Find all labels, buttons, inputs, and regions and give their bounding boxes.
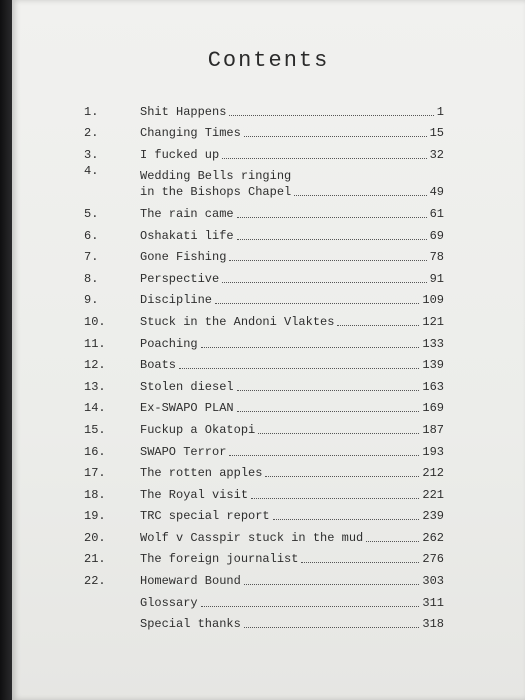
toc-entry [140, 147, 444, 163]
toc-entry [140, 465, 444, 481]
toc-row [84, 438, 444, 460]
dot-leader [237, 239, 427, 240]
chapter-number: 3. [84, 147, 99, 162]
dot-leader [258, 433, 419, 434]
chapter-number: 10. [84, 314, 106, 329]
chapter-number: 17. [84, 466, 106, 481]
chapter-title: Special thanks [140, 617, 241, 632]
toc-row [84, 222, 444, 244]
dot-leader [301, 562, 419, 563]
toc-entry [140, 616, 444, 632]
chapter-title: SWAPO Terror [140, 444, 227, 459]
toc-entry [140, 444, 444, 460]
chapter-number: 21. [84, 552, 106, 567]
page-number: 49 [429, 185, 444, 200]
dot-leader [237, 217, 427, 218]
dot-leader [337, 325, 419, 326]
chapter-number: 13. [84, 379, 106, 394]
chapter-title: Ex-SWAPO PLAN [140, 401, 234, 416]
dot-leader [229, 260, 426, 261]
toc-row [84, 503, 444, 525]
page-number: 78 [429, 250, 444, 265]
page-number: 32 [429, 147, 444, 162]
chapter-number: 20. [84, 530, 106, 545]
page-number: 15 [429, 126, 444, 141]
toc-row [84, 481, 444, 503]
background-edge [0, 0, 12, 700]
page-number: 262 [422, 530, 444, 545]
chapter-title: Wedding Bells ringing in the Bishops Chapel [140, 169, 292, 200]
chapter-title: Homeward Bound [140, 574, 241, 589]
chapter-title: Changing Times [140, 126, 241, 141]
page-number: 69 [429, 228, 444, 243]
toc-entry [140, 530, 444, 546]
dot-leader [201, 347, 420, 348]
chapter-number: 9. [84, 293, 99, 308]
page-number: 311 [422, 595, 444, 610]
table-of-contents [84, 98, 444, 632]
toc-row [84, 330, 444, 352]
dot-leader [244, 136, 427, 137]
toc-row [84, 308, 444, 330]
page-number: 276 [422, 552, 444, 567]
page-number: 121 [422, 314, 444, 329]
dot-leader [265, 476, 419, 477]
toc-entry [140, 228, 444, 244]
page-number: 133 [422, 336, 444, 351]
chapter-number: 18. [84, 487, 106, 502]
toc-entry [140, 595, 444, 611]
chapter-title: Boats [140, 358, 177, 373]
toc-entry [140, 168, 444, 200]
chapter-title: The Royal visit [140, 487, 249, 502]
page-number: 91 [429, 271, 444, 286]
toc-row [84, 416, 444, 438]
toc-entry [140, 206, 444, 222]
chapter-number: 15. [84, 422, 106, 437]
dot-leader [366, 541, 419, 542]
toc-entry [140, 422, 444, 438]
chapter-title: Glossary [140, 595, 198, 610]
chapter-title: Stuck in the Andoni Vlaktes [140, 314, 335, 329]
toc-entry [140, 573, 444, 589]
dot-leader [229, 115, 433, 116]
chapter-title: Oshakati life [140, 228, 234, 243]
page-number: 193 [422, 444, 444, 459]
page-number: 318 [422, 617, 444, 632]
page-number: 163 [422, 379, 444, 394]
chapter-title: The foreign journalist [140, 552, 299, 567]
dot-leader [244, 627, 420, 628]
chapter-number: 22. [84, 574, 106, 589]
dot-leader [237, 411, 420, 412]
toc-row [84, 373, 444, 395]
page-number: 212 [422, 466, 444, 481]
page-number: 187 [422, 422, 444, 437]
toc-entry [140, 336, 444, 352]
chapter-title: Perspective [140, 271, 220, 286]
chapter-number: 16. [84, 444, 106, 459]
toc-row [84, 163, 444, 201]
toc-entry [140, 379, 444, 395]
toc-entry [140, 357, 444, 373]
toc-entry [140, 249, 444, 265]
chapter-number: 11. [84, 336, 106, 351]
dot-leader [222, 282, 426, 283]
chapter-title: Stolen diesel [140, 379, 234, 394]
document-page [12, 0, 525, 700]
toc-row [84, 98, 444, 120]
toc-entry [140, 314, 444, 330]
dot-leader [215, 303, 419, 304]
chapter-number: 12. [84, 358, 106, 373]
page-number: 61 [429, 206, 444, 221]
chapter-title: Gone Fishing [140, 250, 227, 265]
chapter-title: I fucked up [140, 147, 220, 162]
chapter-title: Fuckup a Okatopi [140, 422, 256, 437]
toc-row [84, 460, 444, 482]
dot-leader [179, 368, 419, 369]
dot-leader [244, 584, 420, 585]
toc-entry [140, 487, 444, 503]
toc-row [84, 265, 444, 287]
toc-entry [140, 125, 444, 141]
chapter-number: 1. [84, 104, 99, 119]
toc-row [84, 244, 444, 266]
chapter-number: 5. [84, 206, 99, 221]
toc-row [84, 141, 444, 163]
page-number: 221 [422, 487, 444, 502]
chapter-number: 7. [84, 250, 99, 265]
toc-row [84, 200, 444, 222]
chapter-title: TRC special report [140, 509, 270, 524]
chapter-title: The rotten apples [140, 466, 263, 481]
chapter-title: Discipline [140, 293, 213, 308]
chapter-title: Shit Happens [140, 104, 227, 119]
toc-row [84, 524, 444, 546]
page-title: Contents [207, 48, 330, 73]
toc-entry [140, 400, 444, 416]
chapter-number: 2. [84, 126, 99, 141]
chapter-title: Wolf v Casspir stuck in the mud [140, 530, 364, 545]
toc-row [84, 589, 444, 611]
toc-entry [140, 104, 444, 120]
toc-row [84, 567, 444, 589]
dot-leader [273, 519, 420, 520]
toc-row [84, 287, 444, 309]
chapter-number: 4. [84, 163, 99, 178]
chapter-title: Poaching [140, 336, 198, 351]
page-number: 109 [422, 293, 444, 308]
toc-entry [140, 551, 444, 567]
dot-leader [251, 498, 419, 499]
chapter-number: 14. [84, 401, 106, 416]
chapter-number: 6. [84, 228, 99, 243]
chapter-title: The rain came [140, 206, 234, 221]
toc-row [84, 546, 444, 568]
toc-entry [140, 292, 444, 308]
toc-row [84, 395, 444, 417]
chapter-number: 8. [84, 271, 99, 286]
dot-leader [237, 390, 420, 391]
page-number: 303 [422, 574, 444, 589]
dot-leader [222, 158, 426, 159]
toc-entry [140, 508, 444, 524]
dot-leader [201, 606, 420, 607]
chapter-number: 19. [84, 509, 106, 524]
page-number: 169 [422, 401, 444, 416]
dot-leader [229, 455, 419, 456]
page-number: 1 [436, 104, 444, 119]
toc-row [84, 611, 444, 633]
page-number: 139 [422, 358, 444, 373]
toc-entry [140, 271, 444, 287]
page-number: 239 [422, 509, 444, 524]
toc-row [84, 352, 444, 374]
dot-leader [294, 195, 426, 196]
toc-row [84, 120, 444, 142]
